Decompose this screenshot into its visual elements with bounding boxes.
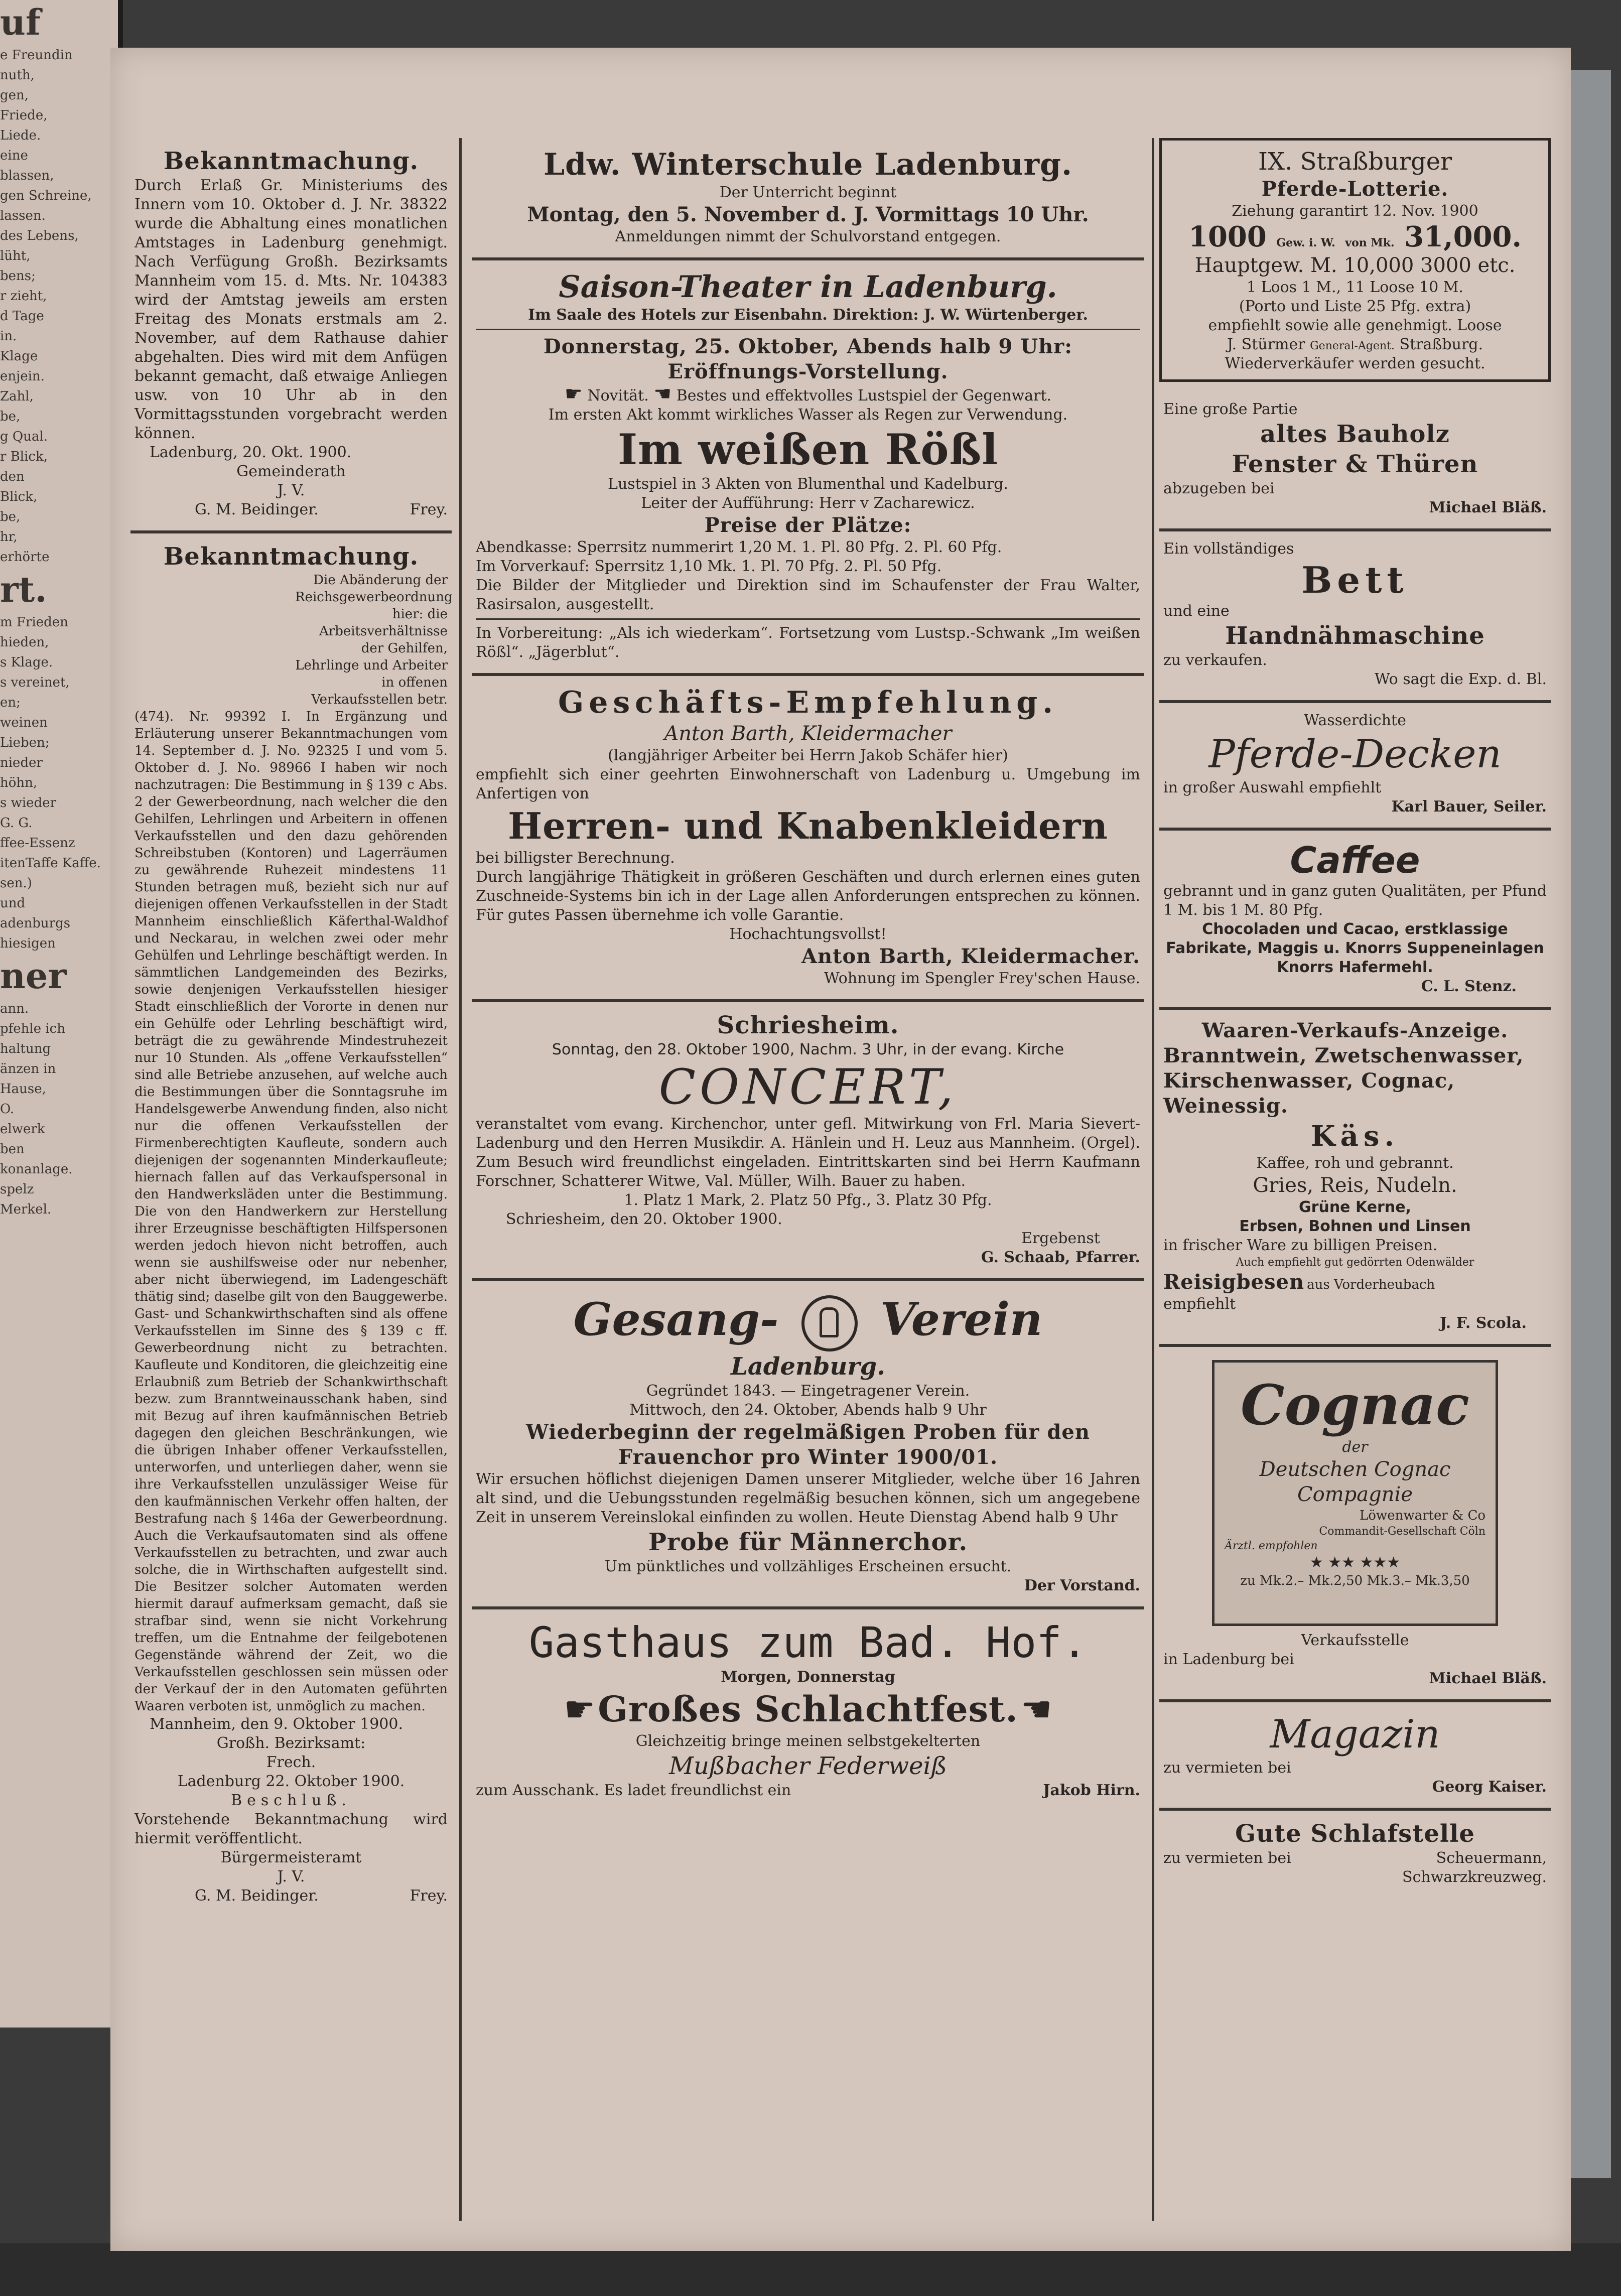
ad-prices: Im Vorverkauf: Sperrsitz 1,10 Mk. 1. Pl. 70 Pfg. 2. Pl. 50 Pfg. — [476, 558, 942, 575]
pointing-hand-icon: ☚ — [653, 382, 672, 406]
ad-title-2: Pferde-Lotterie. — [1261, 177, 1449, 201]
ad-coffee — [1159, 831, 1551, 1010]
prev-page-fragment: höhn, — [0, 775, 38, 790]
ad-agent-city: Straßburg. — [1399, 336, 1483, 353]
prev-page-fragment: Lieben; — [0, 735, 50, 750]
ad-title: IX. Straßburger — [1258, 148, 1452, 176]
prev-page-fragment: des Lebens, — [0, 228, 79, 243]
ad-line: Anmeldungen nimmt der Schulvorstand entgegen. — [615, 228, 1001, 245]
ad-play-sub: Leiter der Aufführung: Herr v Zacharewicz. — [641, 494, 975, 512]
cognac-maker: Löwenwarter & Co — [1360, 1508, 1485, 1523]
prev-page-fragment: erhörte — [0, 550, 50, 565]
ad-title: Gute Schlafstelle — [1235, 1820, 1475, 1848]
notice-signer: G. M. Beidinger. — [195, 501, 319, 518]
column-rule-1 — [459, 138, 462, 2221]
prev-page-fragment: g Qual. — [0, 429, 48, 444]
ad-line: Reisigbesen — [1163, 1270, 1305, 1294]
ad-intro: empfiehlt sich einer geehrten Einwohnerschaft von Ladenburg u. Umgebung im Anfertigen von — [476, 766, 1140, 802]
ad-date: Mittwoch, den 24. Oktober, Abends halb 9 Uhr — [629, 1401, 987, 1419]
prev-page-fragment: blassen, — [0, 168, 54, 183]
prev-page-fragment: konanlage. — [0, 1162, 73, 1177]
prev-page-fragment: s wieder — [0, 795, 57, 811]
prev-page-fragment: en; — [0, 695, 21, 710]
prev-page-fragment: Liede. — [0, 128, 41, 143]
prev-page-fragment: be, — [0, 409, 21, 424]
prev-page-fragment: in. — [0, 329, 17, 344]
column-official-notices — [130, 138, 452, 1917]
ad-line: Wiederverkäufer werden gesucht. — [1225, 355, 1485, 372]
prev-page-fragment: und — [0, 896, 26, 911]
notice-office: Großh. Bezirksamt: — [216, 1734, 366, 1752]
ad-signer: G. Schaab, Pfarrer. — [981, 1249, 1140, 1266]
ad-line: Gries, Reis, Nudeln. — [1253, 1174, 1457, 1197]
prev-page-fragment: ffee-Essenz — [0, 836, 75, 851]
cognac-stars: ★ ★★ ★★★ — [1309, 1554, 1401, 1571]
notice-body: Durch Erlaß Gr. Ministeriums des Innern vom 10. Oktober d. J. Nr. 38322 wurde die Abhaltung eines monatlichen Amtstages in Ladenburg genehmigt. Nach Verfügung Großh. Bezirksamts Mannheim vom 15. d. Mts. Nr. 104383 wird der Amtstag jeweils am ersten Freitag des Monats erstmals am 2. November, auf dem Rathause dahier abgehalten. Dies wird mit dem Anfügen bekannt gemacht, daß etwaige Anliegen usw. von 10 Uhr ab in den Vormittagsstunden vorgebracht werden können. — [134, 177, 448, 442]
ad-when: Morgen, Donnerstag — [721, 1668, 895, 1686]
ad-line: Kaffee, roh und gebrannt. — [1256, 1154, 1454, 1172]
ad-line: und eine — [1163, 602, 1230, 620]
prev-page-fragment: O. — [0, 1102, 15, 1117]
divider — [476, 618, 1140, 620]
prev-page-fragment: änzen in — [0, 1061, 56, 1076]
cognac-der: der — [1342, 1438, 1368, 1456]
prev-page-fragment: pfehle ich — [0, 1021, 65, 1036]
prev-page-fragment: Blick, — [0, 489, 38, 504]
notice-iv: J. V. — [277, 482, 305, 499]
ad-room — [1159, 1811, 1551, 1898]
prev-page-fragment: haltung — [0, 1041, 51, 1056]
ad-theater — [472, 260, 1144, 676]
prev-page-fragment: bens; — [0, 268, 36, 284]
ad-place-date: Schriesheim, den 20. Oktober 1900. — [506, 1210, 782, 1228]
notice-office-2: Bürgermeisteramt — [220, 1849, 362, 1866]
ad-timber — [1159, 392, 1551, 531]
notice-subtitle: Die Abänderung der Reichsgewerbeordnung hier: die Arbeitsverhältnisse der Gehilfen, Lehrlinge und Arbeiter in offenen Verkaufsstellen betr. — [295, 573, 453, 707]
prev-page-fragment: hr, — [0, 529, 18, 545]
prev-page-fragment: adenburgs — [0, 916, 71, 931]
cognac-prices: zu Mk.2.– Mk.2,50 Mk.3.– Mk.3,50 — [1240, 1573, 1470, 1588]
ad-line: Verkaufsstelle — [1301, 1632, 1409, 1649]
ad-prize-total: 31,000. — [1404, 220, 1522, 253]
ad-winter-school — [472, 138, 1144, 260]
ad-line: Käs. — [1311, 1120, 1399, 1153]
ad-place: Schriesheim. — [717, 1011, 899, 1039]
ad-signer: Michael Bläß. — [1429, 499, 1547, 516]
ad-line: Wo sagt die Exp. d. Bl. — [1374, 670, 1547, 688]
notice-decree: Beschluß. — [231, 1792, 351, 1809]
prev-page-fragment: s vereinet, — [0, 675, 70, 690]
ad-date: Sonntag, den 28. Oktober 1900, Nachm. 3 Uhr, in der evang. Kirche — [552, 1041, 1064, 1058]
ad-title: Saison-Theater in Ladenburg. — [559, 269, 1057, 305]
ad-line: Wasserdichte — [1304, 712, 1406, 729]
ad-prices: Die Bilder der Mitglieder und Direktion sind im Schaufenster der Frau Walter, Rasirsalon, ausgestellt. — [476, 577, 1140, 613]
ad-body: Durch langjährige Thätigkeit in größeren Geschäften und durch erlernen eines guten Zuschneide-Systems bin ich in der Lage allen Anforderungen entsprechen zu können. Für gutes Passen übernehme ich volle Garantie. — [476, 868, 1140, 924]
notice-title: Bekanntmachung. — [163, 147, 419, 175]
ad-signer: Karl Bauer, Seiler. — [1391, 798, 1547, 816]
prev-page-fragment: lüht, — [0, 248, 31, 263]
column-small-ads — [1159, 138, 1551, 1898]
ad-body: gebrannt und in ganz guten Qualitäten, per Pfund 1 M. bis 1 M. 80 Pfg. — [1163, 882, 1547, 919]
prev-page-fragment: eine — [0, 148, 28, 163]
prev-page-fragment: spelz — [0, 1182, 34, 1197]
scan-background — [0, 2243, 1621, 2296]
previous-page-edge — [0, 0, 121, 2028]
prev-page-fragment: sen.) — [0, 876, 32, 891]
prev-page-fragment: nuth, — [0, 68, 35, 83]
prev-page-fragment: s Klage. — [0, 655, 53, 670]
pointing-hand-icon: ☛ — [564, 1688, 596, 1730]
pointing-hand-icon: ☚ — [1020, 1688, 1052, 1730]
ad-price: bei billigster Berechnung. — [476, 849, 675, 867]
ad-regards: Ergebenst — [1021, 1230, 1100, 1247]
notice-place-date-2: Ladenburg 22. Oktober 1900. — [177, 1773, 405, 1790]
ad-play-title: Im weißen Rößl — [617, 425, 999, 474]
notice-office: Gemeinderath — [236, 463, 346, 480]
ad-line: in großer Auswahl empfiehlt — [1163, 779, 1382, 796]
ad-choir — [472, 1281, 1144, 1609]
prev-page-fragment: hiesigen — [0, 936, 56, 951]
prev-page-fragment: Zahl, — [0, 389, 34, 404]
ad-signer: J. F. Scola. — [1439, 1314, 1527, 1332]
ad-line: Fenster & Thüren — [1232, 450, 1478, 478]
ad-body-2: Chocoladen und Cacao, erstklassige Fabrikate, Maggis u. Knorrs Suppeneinlagen Knorrs Hafermehl. — [1166, 920, 1544, 976]
ad-venue: Im Saale des Hotels zur Eisenbahn. Direktion: J. W. Würtenberger. — [528, 306, 1088, 324]
ad-founded: Gegründet 1843. — Eingetragener Verein. — [646, 1382, 970, 1400]
prev-page-fragment: G. G. — [0, 816, 33, 831]
ad-title: Geschäfts-Empfehlung. — [558, 685, 1058, 720]
ad-line: (Porto und Liste 25 Pfg. extra) — [1239, 298, 1471, 315]
prev-page-fragment: r zieht, — [0, 289, 47, 304]
ad-headline-2: Probe für Männerchor. — [648, 1528, 968, 1556]
ad-body: Wir ersuchen höflichst diejenigen Damen unserer Mitglieder, welche über 16 Jahren alt sind, und die Uebungsstunden regelmäßig besuchen können, sich um angegebene Zeit in unserem Vereinslokal einfinden zu wollen. Heute Dienstag Abend halb 9 Uhr — [476, 1470, 1140, 1526]
prev-page-fragment: uf — [0, 2, 41, 43]
column-events — [472, 138, 1144, 1811]
ad-body: veranstaltet vom evang. Kirchenchor, unter gefl. Mitwirkung von Frl. Maria Sievert-Ladenburg und den Herren Musikdir. A. Hänlein und H. Leuz aus Mannheim. (Orgel). Zum Besuch wird freundlichst eingeladen. Eintrittskarten sind bei Herrn Kaufmann Forschner, Schatterer Witwe, Val. Müller, Wilh. Bauer zu haben. — [476, 1115, 1140, 1190]
notice-amtstag — [130, 138, 452, 533]
ad-title: Ldw. Winterschule Ladenburg. — [543, 147, 1073, 182]
ad-novelty: Novität. — [587, 387, 649, 404]
ad-line: Hauptgew. M. 10,000 3000 etc. — [1194, 254, 1516, 277]
prev-page-fragment: hieden, — [0, 635, 49, 650]
ad-line: Handnähmaschine — [1225, 622, 1485, 650]
ad-note: Im ersten Akt kommt wirkliches Wasser als Regen zur Verwendung. — [548, 406, 1068, 424]
ad-date: Donnerstag, 25. Oktober, Abends halb 9 Uhr: — [543, 335, 1073, 358]
cognac-maker-2: Commandit-Gesellschaft Cöln — [1319, 1525, 1485, 1538]
pointing-hand-icon: ☛ — [564, 382, 583, 406]
ad-line: Der Unterricht beginnt — [719, 184, 897, 201]
prev-page-fragment: den — [0, 469, 25, 484]
ad-signer: Jakob Hirn. — [1043, 1781, 1140, 1799]
cognac-brand: Cognac — [1240, 1373, 1470, 1437]
ad-concert — [472, 1002, 1144, 1281]
prev-page-fragment: d Tage — [0, 309, 44, 324]
notice-signer-2: G. M. Beidinger. — [195, 1887, 319, 1905]
ad-opening: Eröffnungs-Vorstellung. — [667, 360, 949, 383]
cognac-logo — [1212, 1360, 1498, 1626]
cognac-company: Deutschen Cognac Compagnie — [1259, 1458, 1451, 1506]
ad-event: Großes Schlachtfest. — [598, 1688, 1018, 1730]
ad-line: Erbsen, Bohnen und Linsen — [1239, 1218, 1471, 1235]
notice-signer: Frech. — [266, 1753, 316, 1771]
ad-line: Bett — [1301, 559, 1409, 601]
ad-product: Herren- und Knabenkleidern — [508, 804, 1108, 847]
prev-page-fragment: itenTaffe Kaffe. — [0, 856, 101, 871]
prev-page-fragment: r Blick, — [0, 449, 48, 464]
ad-prize-note: Gew. i. W. — [1276, 236, 1335, 249]
ad-goods — [1159, 1010, 1551, 1347]
column-rule-2 — [1152, 138, 1154, 2221]
ad-inn — [472, 1609, 1144, 1811]
ad-store — [1159, 1702, 1551, 1811]
ad-body: Gleichzeitig bringe meinen selbstgekelterten — [635, 1732, 981, 1750]
ad-title: Caffee — [1290, 839, 1420, 881]
ad-lottery — [1159, 138, 1551, 382]
prev-page-fragment: m Frieden — [0, 615, 68, 630]
notice-decree-text: Vorstehende Bekanntmachung wird hiermit veröffentlicht. — [134, 1811, 448, 1847]
ad-line: empfiehlt — [1163, 1295, 1236, 1313]
ad-prize-from: von Mk. — [1345, 236, 1395, 249]
ad-agent-role: General-Agent. — [1310, 340, 1395, 352]
ad-signer: Anton Barth, Kleidermacher. — [801, 944, 1140, 968]
prev-page-fragment: enjein. — [0, 369, 45, 384]
prev-page-fragment: ben — [0, 1142, 25, 1157]
ad-wine: Mußbacher Federweiß — [669, 1751, 947, 1780]
ad-tailor — [472, 676, 1144, 1002]
ad-agent: J. Stürmer — [1227, 336, 1305, 353]
ad-prize-count: 1000 — [1188, 220, 1267, 253]
ad-line: empfiehlt sowie alle genehmigt. Loose — [1208, 317, 1502, 334]
ad-line: Ziehung garantirt 12. Nov. 1900 — [1232, 202, 1478, 220]
ad-line: altes Bauholz — [1260, 420, 1450, 448]
ad-note: Um pünktliches und vollzähliges Erscheinen ersucht. — [604, 1557, 1012, 1575]
ad-signer: Der Vorstand. — [1024, 1576, 1140, 1594]
ad-sub: (langjähriger Arbeiter bei Herrn Jakob Schäfer hier) — [608, 747, 1008, 764]
ad-line: Auch empfiehlt gut gedörrten Odenwälder — [1236, 1256, 1474, 1269]
ad-bed — [1159, 531, 1551, 703]
prev-page-fragment: weinen — [0, 715, 48, 730]
ad-signer: C. L. Stenz. — [1421, 978, 1517, 995]
ad-line: zu vermieten bei — [1163, 1759, 1291, 1777]
ad-name: Anton Barth, Kleidermacher — [664, 722, 952, 745]
ad-signer: Michael Bläß. — [1429, 1670, 1547, 1687]
notice-signer-3: Frey. — [410, 1887, 448, 1905]
ad-cognac — [1159, 1347, 1551, 1702]
ad-title-a: Gesang- — [573, 1293, 779, 1346]
prev-page-fragment: Friede, — [0, 108, 48, 123]
ad-play-sub: Lustspiel in 3 Akten von Blumenthal und Kadelburg. — [608, 475, 1008, 493]
ad-date: Montag, den 5. November d. J. Vormittags 10 Uhr. — [527, 203, 1089, 226]
newspaper-page — [110, 48, 1571, 2251]
ad-blankets — [1159, 703, 1551, 831]
ad-prices: Abendkasse: Sperrsitz nummerirt 1,20 M. 1. Pl. 80 Pfg. 2. Pl. 60 Pfg. — [476, 538, 1002, 556]
ad-line: aus Vorderheubach — [1307, 1277, 1435, 1292]
ad-city: Ladenburg. — [731, 1352, 885, 1381]
prev-page-fragment: Hause, — [0, 1082, 46, 1097]
lyre-emblem-icon — [801, 1295, 858, 1352]
ad-signer: Georg Kaiser. — [1432, 1778, 1547, 1796]
prev-page-fragment: gen Schreine, — [0, 188, 92, 203]
ad-line: in Ladenburg bei — [1163, 1651, 1294, 1668]
ad-title: Waaren-Verkaufs-Anzeige. — [1201, 1019, 1509, 1042]
cognac-note: Ärztl. empfohlen — [1225, 1540, 1318, 1552]
notice-body: (474). Nr. 99392 I. In Ergänzung und Erläuterung unserer Bekanntmachungen vom 14. September d. J. No. 92325 I und vom 5. Oktober d. J. No. 98966 I haben wir noch nachzutragen: Die Bestimmung in § 139 c Abs. 2 der Gewerbeordnung, nach welcher die den Gehilfen, Lehrlingen und Arbeitern in offenen Verkaufsstellen und den dazu gehörenden Schreibstuben (Kontoren) und Lagerräumen zu gewährende Ruhezeit mindestens 11 Stunden betragen muß, bezieht sich nur auf diejenigen offenen Verkaufsstellen in der Stadt Mannheim einschließlich Käferthal-Waldhof und Neckarau, in welchen zwei oder mehr Gehülfen und Lehrlinge beschäftigt werden. In sämmtlichen Landgemeinden des Bezirks, sowie denjenigen Verkaufsstellen hiesiger Stadt einschließlich der Vororte in denen nur ein Gehülfe oder Lehrling beschäftigt wird, beträgt die zu gewährende Mindestruhezeit nur 10 Stunden. Als „offene Verkaufsstellen“ sind alle Betriebe anzusehen, auf welche auch die Bestimmungen über die Sonntagsruhe im Handelsgewerbe Anwendung finden, also nicht nur die offenen Verkaufsstellen der Firmenberechtigten Kaufleute, sondern auch diejenigen der sogenannten Minderkaufleute; hiernach fallen auf das Verkaufspersonal in den Handwerksläden unter die Bestimmung. Die von den Handwerkern zur Herstellung ihrer Erzeugnisse beschäftigten Hilfspersonen werden jedoch hievon nicht betroffen, auch wenn sie aushilfsweise oder nur nebenher, aber nicht überwiegend, im Ladengeschäft thätig sind; daselbe gilt von den Bauggewerbe. Gast- und Schankwirthschaften sind als offene Verkaufsstellen im Sinne des § 139 c ff. Gewerbeordnung nicht zu betrachten. Kaufleute und Konditoren, die gleichzeitig eine Erlaubniß zum Betrieb der Schankwirthschaft bezw. zum Branntweinausschank haben, sind mit Bezug auf ihren kaufmännischen Betrieb dagegen den gleichen Beschränkungen, wie die übrigen Inhaber offener Verkaufsstellen, unterworfen, und unterliegen daher, wenn sie ihre Verkaufsstellen unzulässiger Weise für den kaufmännischen Verkehr offen halten, der Bestrafung nach § 146a der Gewerbeordnung. Auch die Verkaufsautomaten sind als offene Verkaufsstellen zu betrachten, und zwar auch solche, die in Wirthschaften aufgestellt sind. Die Besitzer solcher Automaten werden hiermit darauf aufmerksam gemacht, daß sie strafbar sind, wenn sie nicht Vorkehrung treffen, um die Entnahme der feilgebotenen Gegenstände während der Zeit, wo die Verkaufsstellen geschlossen sein müssen oder der Verkauf der in den Automaten geführten Waaren verboten ist, unmöglich zu machen. — [134, 709, 448, 1714]
prev-page-fragment: gen, — [0, 88, 29, 103]
prev-page-fragment: nieder — [0, 755, 43, 770]
prev-page-fragment: be, — [0, 509, 21, 524]
ad-line: Pferde-Decken — [1208, 732, 1502, 777]
ad-headline: Wiederbeginn der regelmäßigen Proben für den Frauenchor pro Winter 1900/01. — [526, 1420, 1090, 1469]
ad-title-b: Verein — [880, 1293, 1043, 1346]
ad-body-2: zum Ausschank. Es ladet freundlichst ein — [476, 1781, 791, 1799]
ad-line: zu verkaufen. — [1163, 651, 1267, 669]
notice-place-date: Ladenburg, 20. Okt. 1900. — [150, 444, 352, 461]
prev-page-fragment: elwerk — [0, 1122, 45, 1137]
ad-address: Wohnung im Spengler Frey'schen Hause. — [824, 970, 1140, 987]
prev-page-fragment: rt. — [0, 569, 47, 610]
ad-line: 1 Loos 1 M., 11 Loose 10 M. — [1247, 279, 1463, 296]
ad-line: Grüne Kerne, — [1299, 1198, 1411, 1216]
prev-page-fragment: ann. — [0, 1001, 29, 1016]
notice-gewerbeordnung — [130, 533, 452, 1917]
ad-novelty-desc: Bestes und effektvolles Lustspiel der Gegenwart. — [676, 387, 1052, 404]
notice-place-date: Mannheim, den 9. Oktober 1900. — [150, 1715, 403, 1733]
prev-page-fragment: Merkel. — [0, 1202, 52, 1217]
notice-signer-2: Frey. — [410, 501, 448, 518]
ad-prep: In Vorbereitung: „Als ich wiederkam“. Fortsetzung vom Lustsp.-Schwank „Im weißen Rößl“. „Jägerblut“. — [476, 624, 1140, 661]
ad-title: Magazin — [1270, 1712, 1440, 1757]
ad-line: zu vermieten bei — [1163, 1849, 1291, 1867]
prev-page-fragment: e Freundin — [0, 48, 73, 63]
ad-signer: Scheuermann, Schwarzkreuzweg. — [1402, 1849, 1547, 1886]
ad-line: in frischer Ware zu billigen Preisen. — [1163, 1237, 1438, 1254]
prev-page-fragment: ner — [0, 955, 67, 997]
ad-line: Eine große Partie — [1163, 400, 1298, 418]
ad-line: Ein vollständiges — [1163, 540, 1294, 558]
ad-line: Branntwein, Zwetschenwasser, Kirschenwasser, Cognac, Weinessig. — [1163, 1044, 1524, 1118]
notice-iv: J. V. — [277, 1868, 305, 1885]
ad-title: Gasthaus zum Bad. Hof. — [528, 1617, 1088, 1667]
prev-page-fragment: Klage — [0, 349, 38, 364]
notice-title: Bekanntmachung. — [163, 543, 419, 571]
prev-page-fragment: lassen. — [0, 208, 46, 223]
ad-line: abzugeben bei — [1163, 480, 1275, 497]
ad-prices: 1. Platz 1 Mark, 2. Platz 50 Pfg., 3. Platz 30 Pfg. — [624, 1191, 992, 1209]
ad-title: CONCERT, — [658, 1059, 958, 1115]
ad-regards: Hochachtungsvollst! — [729, 925, 887, 943]
divider — [476, 329, 1140, 330]
ad-prices-title: Preise der Plätze: — [704, 513, 912, 537]
